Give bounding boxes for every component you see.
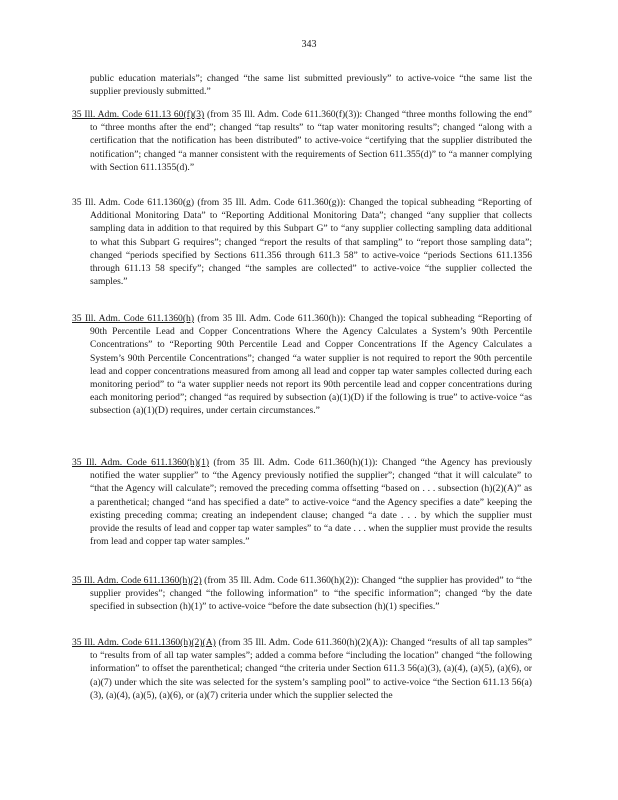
entry-paragraph xyxy=(72,196,532,288)
entry-text: (from 35 Ill. Adm. Code 611.360(h)(1)): Changed “the Agency has previously notified the water supplier” to “the Agency previously notified the supplier”; changed “that it will calculate” to “that the Agency will calculate”; removed the preceding comma offsetting “based on . . . subsection (h)(2)(A)” as a parenthetical; changed “and has specified a date” to active-voice “and the Agency specifies a date” keeping the existing preceding comma; creating an independent clause; changed “a date . . . by which the supplier must provide the results of lead and copper tap water samples” to “a date . . . when the supplier must provide the results from lead and copper tap water samples.” xyxy=(90,457,532,548)
entry-text: (from 35 Ill. Adm. Code 611.360(g)): Changed the topical subheading “Reporting of Additional Monitoring Data” to “Reporting Additional Monitoring Data”; changed “any supplier that collects sampling data in addition to that required by this Subpart G” to “any supplier collecting sampling data additional to what this Subpart G requires”; changed “report the results of that sampling” to “report those sampling data”; changed “periods specified by Sections 611.356 through 611.3 58” to active-voice “periods Sections 611.1356 through 611.13 58 specify”; changed “the samples are collected” to active-voice “the supplier collected the samples.” xyxy=(90,197,532,288)
amendment-entry-h2a xyxy=(72,636,532,702)
code-citation: 35 Ill. Adm. Code 611.1360(g) xyxy=(72,197,195,208)
entry-text: (from 35 Ill. Adm. Code 611.360(h)(2)): Changed “the supplier has provided” to “the supplier provides”; changed “the following information” to “the specific information”; changed “by the date specified in subsection (h)(1)” to active-voice “before the date subsection (h)(1) specifies.” xyxy=(90,575,532,613)
entry-continuation xyxy=(72,72,532,98)
amendment-entry-f3 xyxy=(72,108,532,174)
entry-paragraph xyxy=(72,574,532,614)
code-citation: 35 Ill. Adm. Code 611.1360(h)(2) xyxy=(72,575,202,586)
entry-text: public education materials”; changed “the same list submitted previously” to active-voice “the same list the supplier previously submitted.” xyxy=(90,73,532,98)
entry-paragraph xyxy=(72,636,532,702)
entry-text: (from 35 Ill. Adm. Code 611.360(f)(3)): Changed “three months following the end” to “three months after the end”; changed “tap results” to “tap water monitoring results”; changed “along with a certification that the notification has been distributed” to active-voice “certifying that the supplier distributed the notification”; changed “a manner consistent with the requirements of Section 611.355(d)” to “a manner complying with Section 611.1355(d).” xyxy=(90,109,532,173)
amendment-entry-g xyxy=(72,196,532,288)
code-citation: 35 Ill. Adm. Code 611.13 60(f)(3) xyxy=(72,109,205,120)
entry-paragraph xyxy=(72,108,532,174)
page-number: 343 xyxy=(301,39,317,50)
code-citation: 35 Ill. Adm. Code 611.1360(h)(1) xyxy=(72,457,210,468)
amendment-entry-h1 xyxy=(72,456,532,548)
amendment-entry-h xyxy=(72,312,532,418)
entry-paragraph xyxy=(72,456,532,548)
entry-paragraph xyxy=(72,312,532,418)
amendment-entry-h2 xyxy=(72,574,532,614)
code-citation: 35 Ill. Adm. Code 611.1360(h) xyxy=(72,313,195,324)
entry-text: (from 35 Ill. Adm. Code 611.360(h)): Changed the topical subheading “Reporting of 90th Percentile Lead and Copper Concentrations Where the Agency Calculates a System’s 90th Percentile Concentrations” to “Reporting 90th Percentile Lead and Copper Concentrations If the Agency Calculates a System’s 90th Percentile Concentrations”; changed “a water supplier is not required to report the 90th percentile lead and copper concentrations measured from among all lead and copper tap water samples collected during each monitoring period” to “a water supplier needs not report its 90th percentile lead and copper concentrations during each monitoring period”; changed “as required by subsection (a)(1)(D) if the following is true” to active-voice “as subsection (a)(1)(D) requires, under certain circumstances.” xyxy=(90,313,532,417)
code-citation: 35 Ill. Adm. Code 611.1360(h)(2)(A) xyxy=(72,637,216,648)
entry-text: (from 35 Ill. Adm. Code 611.360(h)(2)(A)): Changed “results of all tap samples” to “results from of all tap water samples”; added a comma before “including the location” changed “the following information” to offset the parenthetical; changed “the criteria under Section 611.3 56(a)(3), (a)(4), (a)(5), (a)(6), or (a)(7) under which the site was selected for the system’s sampling pool” to active-voice “the Section 611.13 56(a)(3), (a)(4), (a)(5), (a)(6), or (a)(7) criteria under which the supplier selected the xyxy=(90,637,532,701)
